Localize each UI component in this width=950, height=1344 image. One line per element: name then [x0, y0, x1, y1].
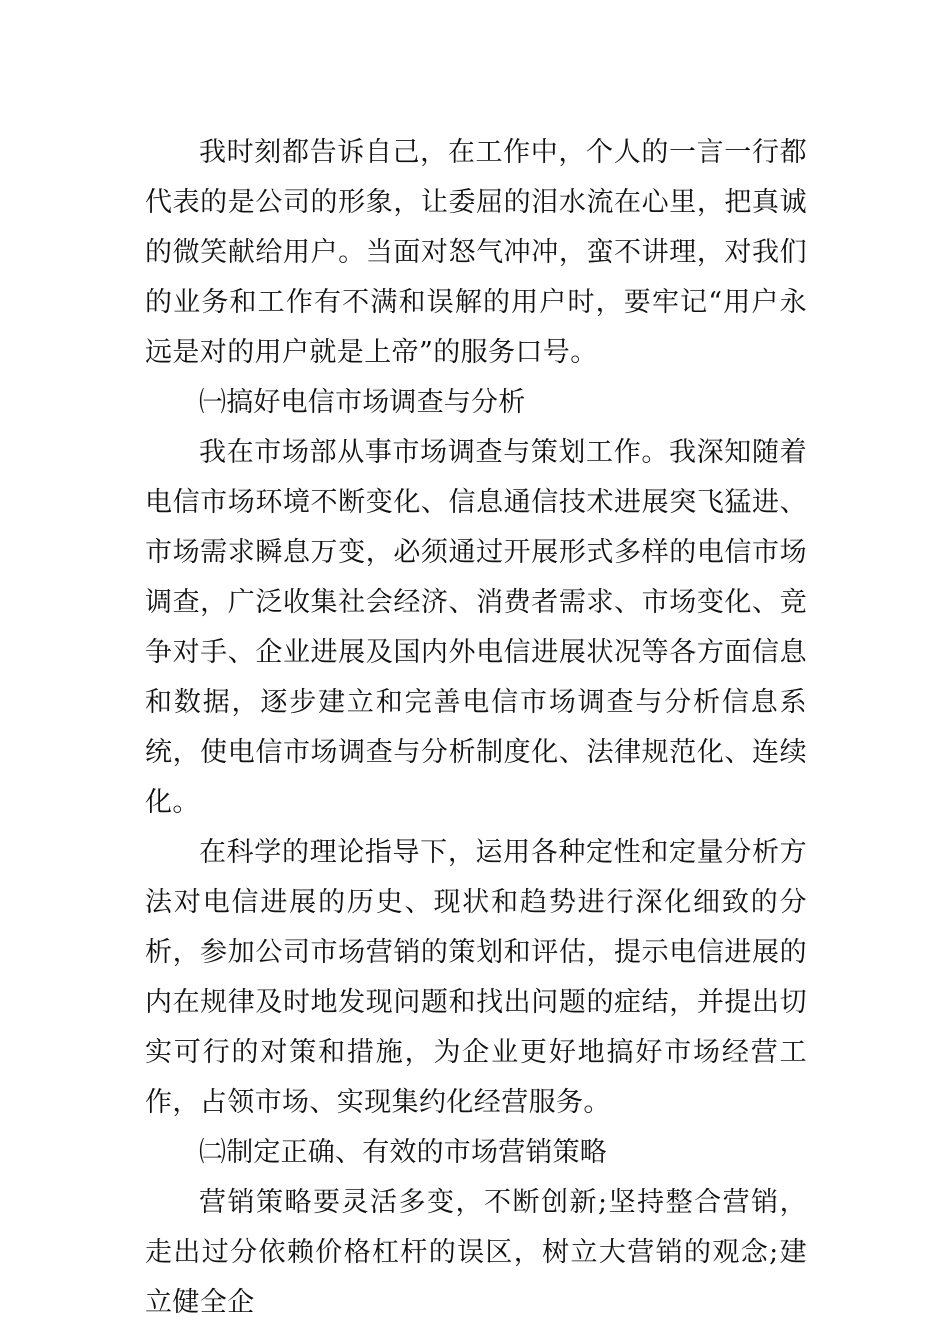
paragraph-analysis-methods: 在科学的理论指导下，运用各种定性和定量分析方法对电信进展的历史、现状和趋势进行深化细致的分析，参加公司市场营销的策划和评估，提示电信进展的内在规律及时地发现问题和找出问题的症结，并提出切实可行的对策和措施，为企业更好地搞好市场经营工作，占领市场、实现集约化经营服务。	[145, 837, 807, 1118]
paragraph-customer-service: 我时刻都告诉自己，在工作中，个人的一言一行都代表的是公司的形象，让委屈的泪水流在心里，把真诚的微笑献给用户。当面对怒气冲冲，蛮不讲理，对我们的业务和工作有不满和误解的用户时，要牢记“用户永远是对的用户就是上帝”的服务口号。	[145, 137, 807, 368]
paragraph-marketing-strategy: 营销策略要灵活多变，不断创新;坚持整合营销，走出过分依赖价格杠杆的误区，树立大营销的观念;建立健全企	[145, 1187, 807, 1318]
section-heading-marketing-strategy: ㈡制定正确、有效的市场营销策略	[199, 1137, 607, 1168]
document-body	[145, 128, 807, 1328]
paragraph-market-research-work: 我在市场部从事市场调查与策划工作。我深知随着电信市场环境不断变化、信息通信技术进展突飞猛进、市场需求瞬息万变，必须通过开展形式多样的电信市场调查，广泛收集社会经济、消费者需求、市场变化、竞争对手、企业进展及国内外电信进展状况等各方面信息和数据，逐步建立和完善电信市场调查与分析信息系统，使电信市场调查与分析制度化、法律规范化、连续化。	[145, 437, 807, 818]
section-heading-market-research: ㈠搞好电信市场调查与分析	[199, 387, 526, 418]
